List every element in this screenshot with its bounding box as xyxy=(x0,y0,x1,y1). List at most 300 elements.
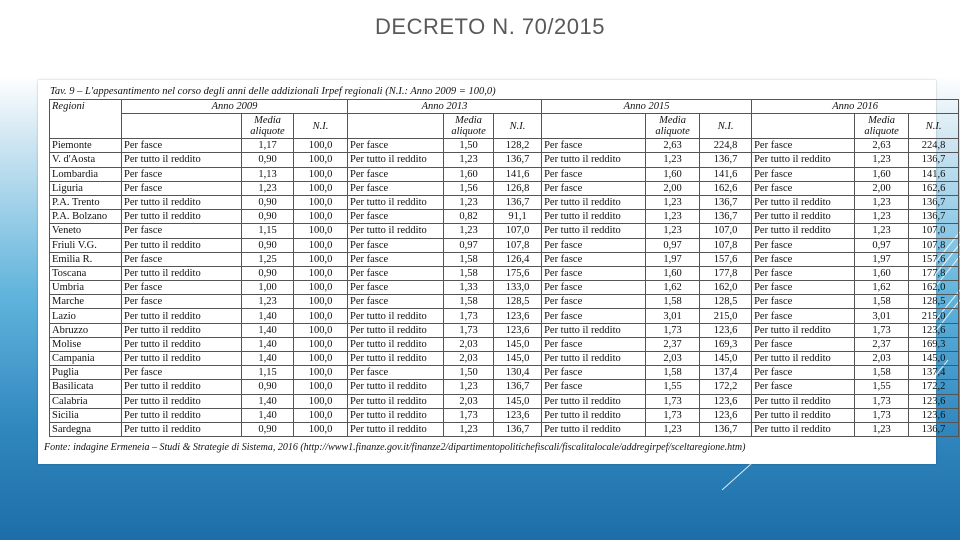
cell-regime: Per fasce xyxy=(542,380,646,394)
table-row xyxy=(50,337,959,351)
cell-media: 1,73 xyxy=(855,408,909,422)
cell-media: 1,58 xyxy=(855,295,909,309)
cell-media: 0,90 xyxy=(242,195,294,209)
cell-regime: Per tutto il reddito xyxy=(542,352,646,366)
cell-media: 1,73 xyxy=(855,394,909,408)
cell-regime: Per fasce xyxy=(542,266,646,280)
cell-regime: Per tutto il reddito xyxy=(348,380,444,394)
cell-ni: 91,1 xyxy=(494,210,542,224)
cell-region: Basilicata xyxy=(50,380,122,394)
cell-regime: Per fasce xyxy=(348,366,444,380)
cell-ni: 100,0 xyxy=(294,422,348,436)
cell-ni: 169,3 xyxy=(909,337,959,351)
cell-ni: 141,6 xyxy=(494,167,542,181)
table-row xyxy=(50,366,959,380)
cell-regime: Per tutto il reddito xyxy=(752,422,855,436)
cell-media: 0,90 xyxy=(242,380,294,394)
cell-media: 1,23 xyxy=(242,295,294,309)
cell-ni: 145,0 xyxy=(909,352,959,366)
table-row xyxy=(50,252,959,266)
cell-regime: Per tutto il reddito xyxy=(122,323,242,337)
cell-regime: Per tutto il reddito xyxy=(122,394,242,408)
table-row xyxy=(50,380,959,394)
table-row xyxy=(50,281,959,295)
table-row xyxy=(50,295,959,309)
header-blank xyxy=(542,114,646,139)
cell-media: 1,62 xyxy=(855,281,909,295)
cell-media: 1,73 xyxy=(444,323,494,337)
cell-regime: Per fasce xyxy=(348,210,444,224)
cell-regime: Per tutto il reddito xyxy=(122,238,242,252)
cell-ni: 136,7 xyxy=(700,210,752,224)
cell-regime: Per fasce xyxy=(348,238,444,252)
cell-ni: 107,0 xyxy=(494,224,542,238)
cell-ni: 100,0 xyxy=(294,139,348,153)
cell-region: Abruzzo xyxy=(50,323,122,337)
cell-ni: 100,0 xyxy=(294,408,348,422)
cell-ni: 126,4 xyxy=(494,252,542,266)
cell-regime: Per tutto il reddito xyxy=(122,266,242,280)
cell-ni: 133,0 xyxy=(494,281,542,295)
table-row xyxy=(50,210,959,224)
cell-ni: 137,4 xyxy=(700,366,752,380)
cell-ni: 162,6 xyxy=(700,181,752,195)
cell-region: Sardegna xyxy=(50,422,122,436)
cell-ni: 145,0 xyxy=(494,337,542,351)
cell-regime: Per tutto il reddito xyxy=(752,394,855,408)
cell-ni: 172,2 xyxy=(700,380,752,394)
cell-media: 2,03 xyxy=(444,394,494,408)
cell-ni: 100,0 xyxy=(294,394,348,408)
table-row xyxy=(50,266,959,280)
cell-ni: 224,8 xyxy=(909,139,959,153)
cell-ni: 100,0 xyxy=(294,380,348,394)
cell-regime: Per fasce xyxy=(542,238,646,252)
cell-regime: Per tutto il reddito xyxy=(122,422,242,436)
cell-media: 2,03 xyxy=(855,352,909,366)
cell-regime: Per tutto il reddito xyxy=(542,153,646,167)
cell-regime: Per tutto il reddito xyxy=(542,408,646,422)
table-row xyxy=(50,224,959,238)
cell-media: 1,23 xyxy=(855,195,909,209)
table-row xyxy=(50,323,959,337)
cell-media: 1,40 xyxy=(242,337,294,351)
cell-media: 1,23 xyxy=(646,195,700,209)
cell-regime: Per fasce xyxy=(348,266,444,280)
cell-regime: Per tutto il reddito xyxy=(752,210,855,224)
cell-ni: 145,0 xyxy=(700,352,752,366)
cell-ni: 172,2 xyxy=(909,380,959,394)
cell-regime: Per tutto il reddito xyxy=(542,210,646,224)
cell-ni: 100,0 xyxy=(294,281,348,295)
cell-region: Sicilia xyxy=(50,408,122,422)
cell-regime: Per tutto il reddito xyxy=(348,394,444,408)
cell-region: Umbria xyxy=(50,281,122,295)
header-year-2016: Anno 2016 xyxy=(752,100,959,114)
header-media-aliquote: Media aliquote xyxy=(242,114,294,139)
table-row xyxy=(50,238,959,252)
cell-ni: 126,8 xyxy=(494,181,542,195)
cell-regime: Per fasce xyxy=(542,295,646,309)
cell-region: P.A. Bolzano xyxy=(50,210,122,224)
cell-media: 2,63 xyxy=(646,139,700,153)
cell-media: 0,90 xyxy=(242,238,294,252)
cell-regime: Per fasce xyxy=(752,380,855,394)
cell-regime: Per fasce xyxy=(752,295,855,309)
cell-ni: 136,7 xyxy=(700,153,752,167)
cell-media: 0,97 xyxy=(646,238,700,252)
cell-regime: Per fasce xyxy=(752,238,855,252)
cell-ni: 175,6 xyxy=(494,266,542,280)
cell-regime: Per fasce xyxy=(348,181,444,195)
cell-regime: Per fasce xyxy=(348,281,444,295)
cell-media: 1,23 xyxy=(646,210,700,224)
cell-media: 1,55 xyxy=(646,380,700,394)
cell-regime: Per fasce xyxy=(542,281,646,295)
cell-ni: 177,8 xyxy=(700,266,752,280)
cell-media: 0,97 xyxy=(855,238,909,252)
cell-ni: 215,0 xyxy=(700,309,752,323)
cell-region: Lombardia xyxy=(50,167,122,181)
cell-region: Toscana xyxy=(50,266,122,280)
cell-ni: 136,7 xyxy=(494,195,542,209)
cell-regime: Per fasce xyxy=(752,281,855,295)
cell-ni: 100,0 xyxy=(294,210,348,224)
cell-region: V. d'Aosta xyxy=(50,153,122,167)
cell-regime: Per tutto il reddito xyxy=(542,394,646,408)
cell-media: 1,97 xyxy=(855,252,909,266)
cell-ni: 107,0 xyxy=(909,224,959,238)
header-blank xyxy=(348,114,444,139)
cell-region: Molise xyxy=(50,337,122,351)
cell-regime: Per tutto il reddito xyxy=(542,422,646,436)
cell-media: 1,23 xyxy=(855,422,909,436)
cell-ni: 123,6 xyxy=(700,408,752,422)
cell-regime: Per tutto il reddito xyxy=(752,195,855,209)
cell-regime: Per fasce xyxy=(122,224,242,238)
cell-media: 3,01 xyxy=(855,309,909,323)
cell-media: 2,37 xyxy=(855,337,909,351)
cell-ni: 137,4 xyxy=(909,366,959,380)
cell-media: 2,37 xyxy=(646,337,700,351)
cell-regime: Per tutto il reddito xyxy=(752,408,855,422)
cell-media: 1,23 xyxy=(444,224,494,238)
header-ni: N.I. xyxy=(294,114,348,139)
cell-ni: 100,0 xyxy=(294,309,348,323)
cell-media: 1,73 xyxy=(444,309,494,323)
cell-region: P.A. Trento xyxy=(50,195,122,209)
cell-media: 1,23 xyxy=(855,224,909,238)
cell-ni: 169,3 xyxy=(700,337,752,351)
cell-regime: Per tutto il reddito xyxy=(122,210,242,224)
cell-media: 1,56 xyxy=(444,181,494,195)
cell-regime: Per fasce xyxy=(348,295,444,309)
table-body xyxy=(50,139,959,437)
cell-regime: Per fasce xyxy=(348,167,444,181)
cell-ni: 177,8 xyxy=(909,266,959,280)
cell-ni: 100,0 xyxy=(294,366,348,380)
cell-media: 2,03 xyxy=(444,337,494,351)
cell-ni: 136,7 xyxy=(909,153,959,167)
cell-media: 1,60 xyxy=(855,266,909,280)
cell-media: 1,40 xyxy=(242,309,294,323)
cell-regime: Per fasce xyxy=(542,167,646,181)
cell-ni: 162,6 xyxy=(909,181,959,195)
cell-ni: 123,6 xyxy=(494,309,542,323)
cell-media: 1,23 xyxy=(855,153,909,167)
cell-media: 1,73 xyxy=(855,323,909,337)
cell-ni: 136,7 xyxy=(909,195,959,209)
cell-ni: 123,6 xyxy=(700,323,752,337)
cell-regime: Per tutto il reddito xyxy=(348,323,444,337)
cell-media: 1,58 xyxy=(855,366,909,380)
cell-ni: 107,8 xyxy=(700,238,752,252)
table-row xyxy=(50,309,959,323)
cell-regime: Per fasce xyxy=(122,139,242,153)
cell-media: 1,73 xyxy=(444,408,494,422)
cell-regime: Per fasce xyxy=(348,139,444,153)
cell-ni: 224,8 xyxy=(700,139,752,153)
cell-media: 1,73 xyxy=(646,323,700,337)
cell-ni: 107,8 xyxy=(909,238,959,252)
cell-ni: 100,0 xyxy=(294,181,348,195)
cell-regime: Per fasce xyxy=(122,295,242,309)
cell-regime: Per fasce xyxy=(752,252,855,266)
cell-region: Lazio xyxy=(50,309,122,323)
cell-regime: Per tutto il reddito xyxy=(348,337,444,351)
header-ni: N.I. xyxy=(700,114,752,139)
cell-media: 0,97 xyxy=(444,238,494,252)
table-row xyxy=(50,195,959,209)
table-row xyxy=(50,352,959,366)
cell-media: 1,60 xyxy=(444,167,494,181)
cell-media: 2,03 xyxy=(646,352,700,366)
cell-regime: Per tutto il reddito xyxy=(542,323,646,337)
cell-regime: Per fasce xyxy=(542,337,646,351)
cell-region: Calabria xyxy=(50,394,122,408)
table-row xyxy=(50,394,959,408)
cell-media: 1,23 xyxy=(444,422,494,436)
cell-region: Piemonte xyxy=(50,139,122,153)
table-row xyxy=(50,422,959,436)
cell-media: 1,23 xyxy=(444,153,494,167)
cell-media: 1,58 xyxy=(444,295,494,309)
cell-media: 1,58 xyxy=(444,252,494,266)
cell-ni: 128,2 xyxy=(494,139,542,153)
cell-media: 1,73 xyxy=(646,408,700,422)
cell-media: 1,73 xyxy=(646,394,700,408)
cell-media: 1,15 xyxy=(242,224,294,238)
cell-media: 1,58 xyxy=(646,295,700,309)
cell-regime: Per tutto il reddito xyxy=(122,408,242,422)
cell-media: 2,03 xyxy=(444,352,494,366)
cell-media: 2,00 xyxy=(855,181,909,195)
cell-ni: 100,0 xyxy=(294,153,348,167)
cell-ni: 123,6 xyxy=(494,408,542,422)
cell-ni: 162,0 xyxy=(700,281,752,295)
cell-region: Puglia xyxy=(50,366,122,380)
cell-ni: 100,0 xyxy=(294,323,348,337)
cell-regime: Per fasce xyxy=(122,167,242,181)
cell-regime: Per tutto il reddito xyxy=(122,153,242,167)
table-image xyxy=(38,80,946,464)
cell-ni: 157,6 xyxy=(700,252,752,266)
cell-regime: Per fasce xyxy=(752,266,855,280)
table-row xyxy=(50,139,959,153)
cell-ni: 107,0 xyxy=(700,224,752,238)
cell-media: 1,00 xyxy=(242,281,294,295)
cell-ni: 100,0 xyxy=(294,352,348,366)
cell-regime: Per tutto il reddito xyxy=(348,352,444,366)
cell-media: 1,40 xyxy=(242,352,294,366)
cell-ni: 100,0 xyxy=(294,167,348,181)
cell-media: 1,60 xyxy=(855,167,909,181)
cell-regime: Per fasce xyxy=(122,366,242,380)
cell-media: 1,40 xyxy=(242,323,294,337)
cell-ni: 136,7 xyxy=(700,422,752,436)
cell-media: 1,60 xyxy=(646,167,700,181)
header-year-2015: Anno 2015 xyxy=(542,100,752,114)
cell-media: 1,50 xyxy=(444,366,494,380)
cell-regime: Per fasce xyxy=(122,281,242,295)
header-year-2013: Anno 2013 xyxy=(348,100,542,114)
cell-media: 1,58 xyxy=(444,266,494,280)
cell-ni: 136,7 xyxy=(700,195,752,209)
slide-title: DECRETO N. 70/2015 xyxy=(375,14,605,39)
cell-regime: Per tutto il reddito xyxy=(122,337,242,351)
cell-media: 0,82 xyxy=(444,210,494,224)
cell-regime: Per tutto il reddito xyxy=(752,153,855,167)
cell-regime: Per tutto il reddito xyxy=(348,408,444,422)
cell-ni: 136,7 xyxy=(494,153,542,167)
cell-regime: Per fasce xyxy=(542,366,646,380)
cell-regime: Per fasce xyxy=(752,337,855,351)
cell-regime: Per fasce xyxy=(752,309,855,323)
cell-regime: Per fasce xyxy=(752,167,855,181)
cell-regime: Per tutto il reddito xyxy=(122,380,242,394)
cell-ni: 136,7 xyxy=(909,422,959,436)
cell-media: 2,00 xyxy=(646,181,700,195)
cell-regime: Per fasce xyxy=(542,252,646,266)
cell-media: 1,25 xyxy=(242,252,294,266)
cell-media: 1,23 xyxy=(646,153,700,167)
cell-regime: Per tutto il reddito xyxy=(542,224,646,238)
header-media-aliquote: Media aliquote xyxy=(444,114,494,139)
cell-region: Friuli V.G. xyxy=(50,238,122,252)
cell-ni: 215,0 xyxy=(909,309,959,323)
header-media-aliquote: Media aliquote xyxy=(855,114,909,139)
cell-regime: Per tutto il reddito xyxy=(122,352,242,366)
cell-regime: Per tutto il reddito xyxy=(752,352,855,366)
cell-region: Marche xyxy=(50,295,122,309)
cell-media: 1,23 xyxy=(242,181,294,195)
cell-media: 1,23 xyxy=(444,195,494,209)
cell-regime: Per tutto il reddito xyxy=(122,309,242,323)
cell-regime: Per fasce xyxy=(122,252,242,266)
cell-media: 0,90 xyxy=(242,210,294,224)
cell-region: Emilia R. xyxy=(50,252,122,266)
cell-regime: Per fasce xyxy=(348,252,444,266)
cell-regime: Per fasce xyxy=(542,139,646,153)
cell-ni: 123,6 xyxy=(909,323,959,337)
cell-media: 1,97 xyxy=(646,252,700,266)
table-row xyxy=(50,181,959,195)
table-row xyxy=(50,167,959,181)
cell-media: 3,01 xyxy=(646,309,700,323)
cell-region: Campania xyxy=(50,352,122,366)
cell-ni: 123,6 xyxy=(909,408,959,422)
cell-media: 1,58 xyxy=(646,366,700,380)
cell-media: 1,60 xyxy=(646,266,700,280)
cell-ni: 128,5 xyxy=(700,295,752,309)
cell-media: 1,55 xyxy=(855,380,909,394)
cell-ni: 141,6 xyxy=(700,167,752,181)
cell-regime: Per fasce xyxy=(542,181,646,195)
cell-ni: 162,0 xyxy=(909,281,959,295)
header-blank xyxy=(752,114,855,139)
cell-regime: Per fasce xyxy=(752,366,855,380)
cell-ni: 100,0 xyxy=(294,224,348,238)
table-row xyxy=(50,408,959,422)
cell-ni: 136,7 xyxy=(494,380,542,394)
cell-regime: Per fasce xyxy=(752,181,855,195)
irpef-table xyxy=(49,99,959,437)
cell-ni: 100,0 xyxy=(294,337,348,351)
cell-ni: 100,0 xyxy=(294,195,348,209)
cell-ni: 130,4 xyxy=(494,366,542,380)
cell-media: 1,23 xyxy=(646,224,700,238)
cell-regime: Per tutto il reddito xyxy=(348,422,444,436)
cell-regime: Per tutto il reddito xyxy=(122,195,242,209)
table-caption: Tav. 9 – L'appesantimento nel corso degli anni delle addizionali Irpef regionali (N.I.: Anno 2009 = 100,0) xyxy=(50,86,496,97)
header-ni: N.I. xyxy=(909,114,959,139)
cell-ni: 123,6 xyxy=(494,323,542,337)
cell-regime: Per fasce xyxy=(122,181,242,195)
header-year-2009: Anno 2009 xyxy=(122,100,348,114)
header-media-aliquote: Media aliquote xyxy=(646,114,700,139)
cell-ni: 107,8 xyxy=(494,238,542,252)
header-regioni: Regioni xyxy=(50,100,122,139)
cell-media: 1,40 xyxy=(242,408,294,422)
cell-regime: Per tutto il reddito xyxy=(348,309,444,323)
cell-media: 0,90 xyxy=(242,153,294,167)
cell-ni: 100,0 xyxy=(294,252,348,266)
cell-ni: 136,7 xyxy=(909,210,959,224)
cell-media: 1,17 xyxy=(242,139,294,153)
cell-media: 1,33 xyxy=(444,281,494,295)
cell-ni: 141,6 xyxy=(909,167,959,181)
cell-regime: Per tutto il reddito xyxy=(542,195,646,209)
cell-media: 2,63 xyxy=(855,139,909,153)
cell-media: 1,23 xyxy=(444,380,494,394)
cell-ni: 145,0 xyxy=(494,394,542,408)
cell-media: 1,23 xyxy=(646,422,700,436)
cell-ni: 100,0 xyxy=(294,295,348,309)
cell-media: 1,62 xyxy=(646,281,700,295)
header-blank xyxy=(122,114,242,139)
cell-ni: 100,0 xyxy=(294,266,348,280)
cell-regime: Per fasce xyxy=(752,139,855,153)
cell-ni: 123,6 xyxy=(909,394,959,408)
cell-regime: Per tutto il reddito xyxy=(348,153,444,167)
cell-ni: 145,0 xyxy=(494,352,542,366)
table-source: Fonte: indagine Ermeneia – Studi & Strategie di Sistema, 2016 (http://www1.finanze.gov.it/finanze2/dipartimentopolitichefiscali/fiscalitalocale/addregirpef/sceltaregione.htm) xyxy=(44,442,746,453)
cell-media: 1,40 xyxy=(242,394,294,408)
cell-media: 1,50 xyxy=(444,139,494,153)
cell-regime: Per fasce xyxy=(542,309,646,323)
cell-media: 1,13 xyxy=(242,167,294,181)
cell-media: 1,23 xyxy=(855,210,909,224)
